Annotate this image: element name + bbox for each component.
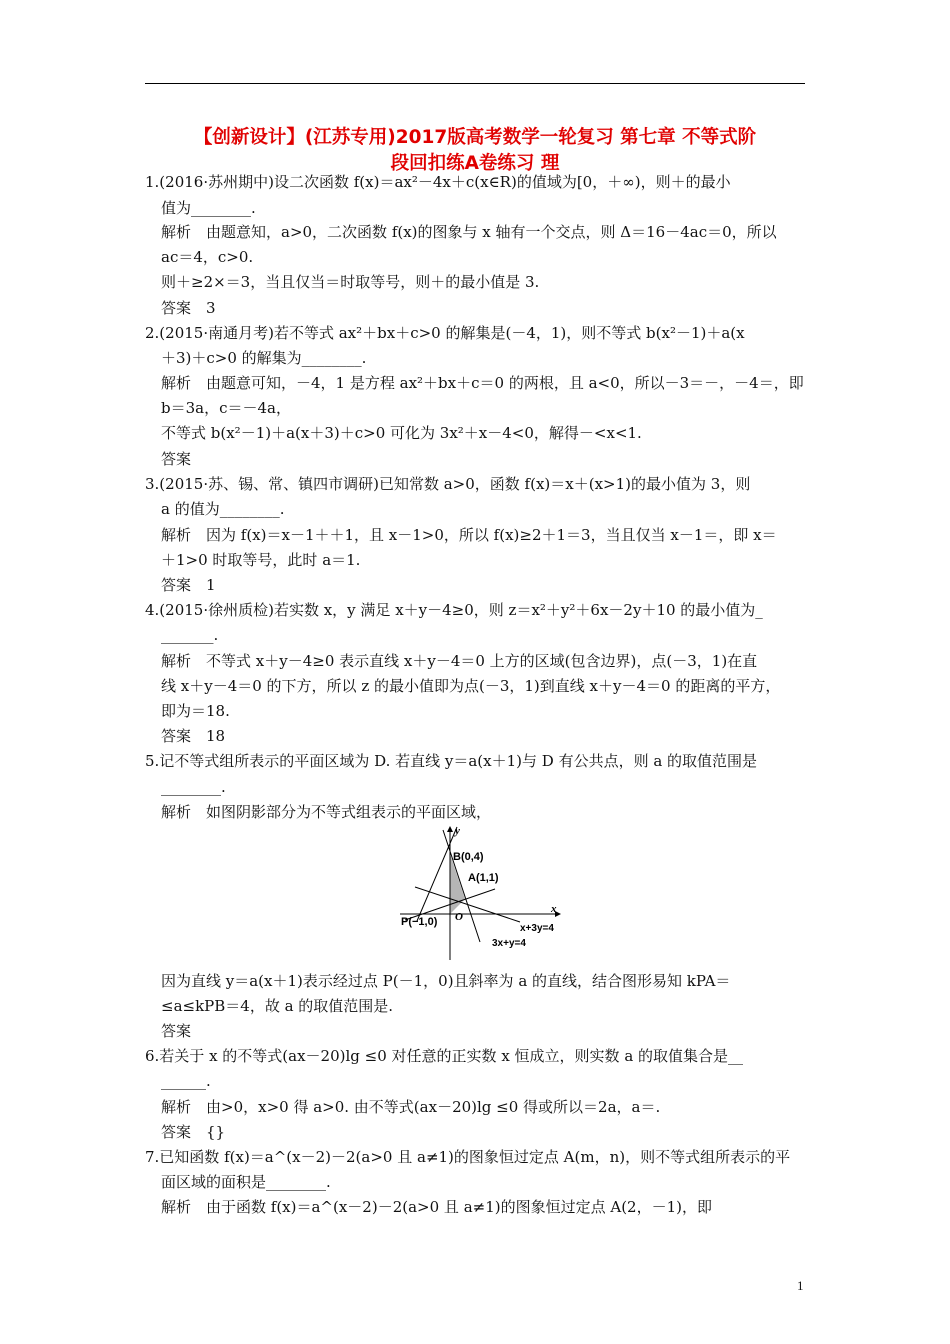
title-line-1: 【创新设计】(江苏专用)2017版高考数学一轮复习 第七章 不等式阶 — [193, 127, 757, 148]
x-axis-label: x — [551, 903, 557, 915]
text-line: 不等式 b(x²－1)＋a(x＋3)＋c>0 可化为 3x²＋x－4<0，解得－<x<1. — [161, 424, 642, 442]
point-p-label: P(−1,0) — [401, 916, 438, 928]
text-line: a 的值为________. — [161, 500, 285, 518]
text-line: 3.(2015·苏、锡、常、镇四市调研)已知常数 a>0，函数 f(x)＝x＋(x>1)的最小值为 3，则 — [145, 475, 751, 493]
origin-label: O — [455, 911, 463, 923]
text-line: 线 x＋y－4＝0 的下方，所以 z 的最小值即为点(－3，1)到直线 x＋y－4＝0 的距离的平方， — [161, 677, 781, 695]
text-line: 即为＝18. — [161, 702, 230, 720]
text-line: 4.(2015·徐州质检)若实数 x，y 满足 x＋y－4≥0，则 z＝x²＋y²＋6x－2y＋10 的最小值为_ — [145, 601, 763, 619]
text-line: 7.已知函数 f(x)＝a^(x－2)－2(a>0 且 a≠1)的图象恒过定点 A(m，n)，则不等式组所表示的平 — [145, 1148, 791, 1166]
line-label-x-plus-3y: x+3y=4 — [520, 923, 554, 934]
text-line: 则＋≥2×＝3，当且仅当＝时取等号，则＋的最小值是 3. — [161, 273, 540, 291]
page-number: 1 — [797, 1278, 804, 1293]
y-axis-arrow — [447, 826, 453, 832]
text-line: 2.(2015·南通月考)若不等式 ax²＋bx＋c>0 的解集是(－4，1)，则不等式 b(x²－1)＋a(x — [145, 324, 745, 342]
text-line: b＝3a，c＝－4a， — [161, 399, 291, 417]
answer-line: 答案 3 — [161, 299, 216, 317]
text-line: 解析 由题意可知，－4，1 是方程 ax²＋bx＋c＝0 的两根，且 a<0，所以－3＝－，－4＝，即 — [161, 374, 804, 392]
text-line: 解析 由>0，x>0 得 a>0. 由不等式(ax－20)lg ≤0 得或所以＝2a，a＝. — [161, 1098, 661, 1116]
answer-line: 答案 18 — [161, 727, 226, 745]
text-line: ≤a≤kPB＝4，故 a 的取值范围是. — [161, 997, 394, 1015]
answer-line: 答案 — [161, 450, 192, 468]
text-line: 1.(2016·苏州期中)设二次函数 f(x)＝ax²－4x＋c(x∈R)的值域为[0，＋∞)，则＋的最小 — [145, 173, 731, 191]
y-axis-label: y — [455, 825, 460, 837]
point-b-label: B(0,4) — [453, 851, 484, 863]
text-line: ______. — [161, 1072, 211, 1090]
text-line: 面区域的面积是________. — [161, 1173, 331, 1191]
text-line: 5.记不等式组所表示的平面区域为 D. 若直线 y＝a(x＋1)与 D 有公共点，则 a 的取值范围是 — [145, 752, 758, 770]
text-line: 6.若关于 x 的不等式(ax－20)lg ≤0 对任意的正实数 x 恒成立，则实数 a 的取值集合是__ — [145, 1047, 744, 1065]
text-line: 值为________. — [161, 199, 256, 217]
point-a-label: A(1,1) — [468, 872, 499, 884]
text-line: ac＝4，c>0. — [161, 248, 254, 266]
shaded-region — [450, 854, 465, 914]
answer-line: 答案 {} — [161, 1123, 226, 1141]
answer-line: 答案 1 — [161, 576, 216, 594]
feasible-region-figure — [395, 824, 570, 960]
text-line: 解析 如图阴影部分为不等式组表示的平面区域， — [161, 803, 492, 821]
text-line: 解析 因为 f(x)＝x－1＋＋1，且 x－1>0，所以 f(x)≥2＋1＝3，当且仅当 x－1＝，即 x＝ — [161, 526, 777, 544]
title-line-2: 段回扣练A卷练习 理 — [390, 153, 560, 174]
answer-line: 答案 — [161, 1022, 192, 1040]
header-rule — [145, 83, 805, 84]
document-title — [145, 125, 805, 177]
text-line: 解析 由于函数 f(x)＝a^(x－2)－2(a>0 且 a≠1)的图象恒过定点 A(2，－1)，即 — [161, 1198, 712, 1216]
text-line: ________. — [161, 778, 226, 796]
text-line: 因为直线 y＝a(x＋1)表示经过点 P(－1，0)且斜率为 a 的直线，结合图形易知 kPA＝ — [161, 972, 731, 990]
text-line: ＋1>0 时取等号，此时 a＝1. — [161, 551, 361, 569]
text-line: ＋3)＋c>0 的解集为________. — [161, 349, 367, 367]
text-line: 解析 由题意知，a>0，二次函数 f(x)的图象与 x 轴有一个交点，则 Δ＝16－4ac＝0，所以 — [161, 223, 777, 241]
line-label-3x-plus-y: 3x+y=4 — [492, 938, 526, 949]
text-line: _______. — [161, 626, 219, 644]
text-line: 解析 不等式 x＋y－4≥0 表示直线 x＋y－4＝0 上方的区域(包含边界)，点(－3，1)在直 — [161, 652, 758, 670]
